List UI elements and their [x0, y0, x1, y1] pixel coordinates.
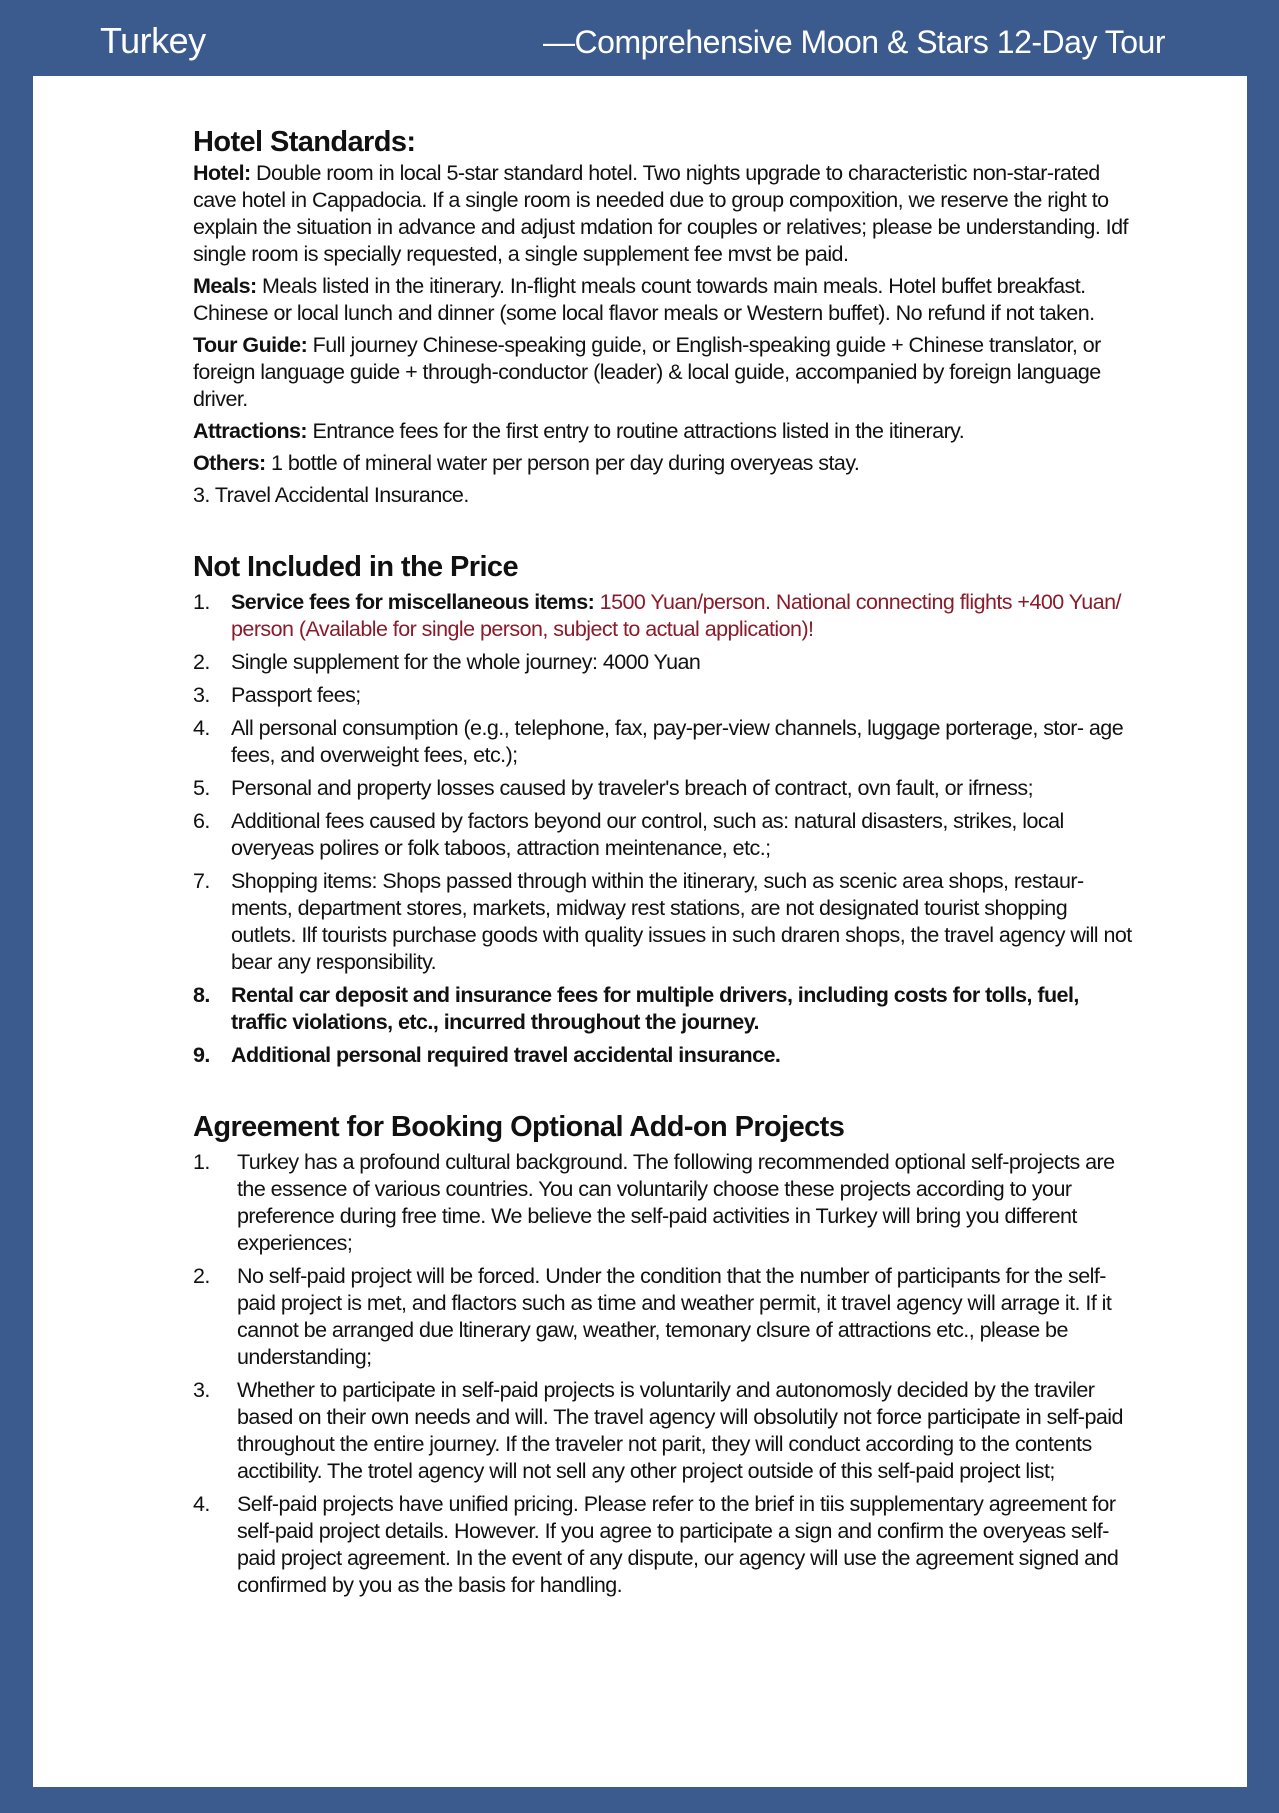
meals-text: Meals listed in the itinerary. In-flight meals count towards main meals. Hotel buffet breakfast. Chinese or local lunch and dinner (some local flavor meals or Western buffet). No refund if not taken. [193, 274, 1095, 325]
list-item: 3. Passport fees; [193, 683, 361, 707]
not-included-section [193, 549, 1133, 1069]
hotel-label: Hotel: [193, 161, 251, 185]
attractions-label: Attractions: [193, 419, 308, 443]
list-item: 6. Additional fees caused by factors beyond our control, such as: natural disasters, strikes, local overyeas polires or folk taboos, attraction meintenance, etc.; [193, 809, 1064, 860]
list-item: 2. Single supplement for the whole journey: 4000 Yuan [193, 650, 701, 674]
meals-paragraph [193, 273, 1133, 327]
attractions-paragraph [193, 418, 1133, 445]
section-title: Not Included in the Price [193, 551, 518, 583]
list-item: 9. Additional personal required travel accidental insurance. [193, 1043, 781, 1067]
others-text: 1 bottle of mineral water per person per day during overyeas stay. [265, 451, 860, 475]
list-item: 4. All personal consumption (e.g., telephone, fax, pay-per-view channels, luggage porterage, stor- age fees, and overweight fees, etc.); [193, 716, 1124, 767]
hotel-paragraph [193, 160, 1133, 268]
item-number: 1. [193, 590, 210, 614]
guide-label: Tour Guide: [193, 333, 308, 357]
header-country: Turkey [100, 20, 206, 61]
others-label: Others: [193, 451, 266, 475]
agreement-section [193, 1109, 1133, 1599]
document-content [193, 124, 1133, 1605]
list-item: 4. Self-paid projects have unified pricing. Please refer to the brief in tiis supplementary agreement for self-paid project details. However. If you agree to participate a sign and confirm the overyeas self-paid project agreement. In the event of any dispute, our agency will use the agreement signed and confirmed by you as the basis for handling. [193, 1492, 1119, 1597]
others-paragraph [193, 450, 1133, 477]
list-item: 5. Personal and property losses caused by traveler's breach of contract, ovn fault, or ifrness; [193, 776, 1033, 800]
guide-paragraph [193, 332, 1133, 413]
list-item: 1. Turkey has a profound cultural background. The following recommended optional self-projects are the essence of various countries. You can voluntarily choose these projects according to your preference during free time. We believe the self-paid activities in Turkey will bring you different experiences; [193, 1150, 1115, 1255]
guide-text: Full journey Chinese-speaking guide, or English-speaking guide + Chinese translator, or foreign language guide + through-conductor (leader) & local guide, accompanied by foreign language driver. [193, 333, 1101, 411]
list-item: 2. No self-paid project will be forced. Under the condition that the number of participants for the self-paid project is met, and flactors such as time and weather permit, it travel agency will arrage it. If it cannot be arranged due ltinerary gaw, weather, temonary clsure of attractions etc., please be understanding; [193, 1264, 1112, 1369]
item-label: Service fees for miscellaneous items: [231, 590, 595, 614]
header-tour-title: —Comprehensive Moon & Stars 12-Day Tour [543, 24, 1165, 60]
hotel-text: Double room in local 5-star standard hotel. Two nights upgrade to characteristic non-star-rated cave hotel in Cappadocia. If a single room is needed due to group compoxition, we reserve the right to explain the situation in advance and adjust mdation for couples or relatives; please be understanding. Idf single room is specially requested, a single supplement fee mvst be paid. [193, 161, 1128, 266]
item-highlight: 1500 Yuan/person. National connecting flights +400 Yuan/ person (Available for single person, subject to actual application)! [231, 590, 1121, 641]
section-title: Agreement for Booking Optional Add-on Projects [193, 1111, 845, 1143]
list-item [193, 589, 1133, 643]
list-item: 3. Whether to participate in self-paid projects is voluntarily and autonomosly decided by the traviler based on their own needs and will. The travel agency will obsolutily not force participate in self-paid throughout the entire journey. If the traveler not parit, they will conduct according to the contents acctibility. The trotel agency will not sell any other project outside of this self-paid project list; [193, 1378, 1123, 1483]
list-item: 7. Shopping items: Shops passed through within the itinerary, such as scenic area shops, restaur- ments, department stores, markets, midway rest stations, are not designated tourist shopping outlets. Ilf tourists purchase goods with quality issues in such draren shops, the travel agency will not bear any responsibility. [193, 869, 1132, 974]
attractions-text: Entrance fees for the first entry to routine attractions listed in the itinerary. [307, 419, 965, 443]
section-title: Hotel Standards: [193, 126, 416, 158]
insurance-paragraph: 3. Travel Accidental Insurance. [193, 483, 469, 507]
page-header [0, 0, 1279, 76]
document-page [33, 76, 1247, 1787]
meals-label: Meals: [193, 274, 257, 298]
hotel-standards-section [193, 124, 1133, 509]
list-item: 8. Rental car deposit and insurance fees for multiple drivers, including costs for tolls, fuel, traffic violations, etc., incurred throughout the journey. [193, 983, 1079, 1034]
